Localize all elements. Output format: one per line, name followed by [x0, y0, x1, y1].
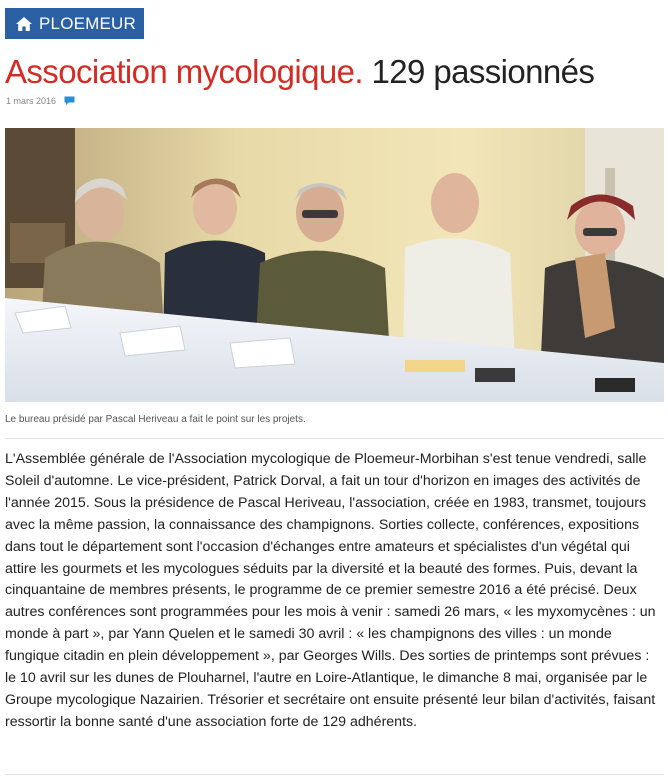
article-body: L'Assemblée générale de l'Association mycologique de Ploemeur-Morbihan s'est tenue vendredi, salle Soleil d'automne. Le vice-président, Patrick Dorval, a fait un tour d'horizon en images des activités de l'année 2015. Sous la présidence de Pascal Heriveau, l'association, créée en 1983, transmet, toujours avec la même passion, la connaissance des champignons. Sorties collecte, conférences, expositions dans tout le département sont l'occasion d'échanges entre amateurs et spécialistes d'un végétal qui attire les gourmets et les mycologues séduits par la diversité et la beauté des formes. Puis, devant la cinquantaine de membres présents, le programme de ce premier semestre 2016 a été précisé. Deux autres conférences sont programmées pour les mois à venir : samedi 26 mars, « les myxomycènes : un monde à part », par Yann Quelen et le samedi 30 avril : « les champignons des villes : un monde fungique citadin en plein développement », par Georges Wills. Des sorties de printemps sont prévues : le 10 avril sur les dunes de Plouharnel, l'autre en Loire-Atlantique, le dimanche 8 mai, organisée par le Groupe mycologique Nazairien. Trésorier et secrétaire ont ensuite présenté leur bilan d'activités, faisant ressortir la bonne santé d'une association forte de 129 adhérents.	[5, 451, 656, 730]
publish-date: 1 mars 2016	[6, 96, 57, 106]
meeting-photo-image	[5, 128, 664, 402]
photo-caption: Le bureau présidé par Pascal Heriveau a fait le point sur les projets.	[5, 414, 306, 425]
category-label: PLOEMEUR	[39, 13, 137, 33]
divider	[5, 438, 664, 439]
comment-icon[interactable]	[64, 96, 75, 106]
article-meta	[6, 96, 75, 106]
headline-highlight: Association mycologique.	[5, 53, 363, 90]
category-tag-ploemeur[interactable]	[5, 8, 144, 39]
bottom-divider	[5, 774, 664, 775]
article-photo	[5, 128, 664, 402]
article-headline	[5, 52, 594, 92]
headline-rest: 129 passionnés	[362, 53, 595, 90]
home-icon	[15, 16, 33, 32]
